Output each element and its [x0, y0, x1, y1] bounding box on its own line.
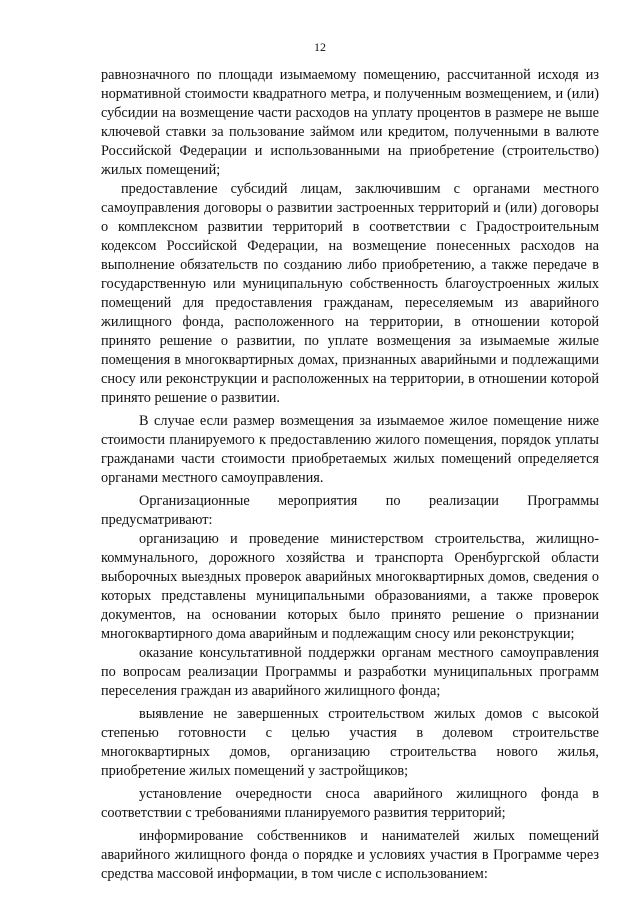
list-item-informing-owners: информирование собственников и нанимателей жилых помещений аварийного жилищного фонда о порядке и условиях участия в Программе через средства массовой информации, в том числе с использованием:	[101, 828, 599, 882]
paragraph-compensation-cost: В случае если размер возмещения за изымаемое жилое помещение ниже стоимости планируемого к предоставлению жилого помещения, порядок уплаты гражданами части стоимости приобретаемых жилых помещений определяется органами местного самоуправления.	[101, 413, 599, 486]
paragraph-continuation: равнозначного по площади изымаемому помещению, рассчитанной исходя из нормативной стоимости квадратного метра, и полученным возмещением, и (или) субсидии на возмещение части расходов на уплату процентов в размере не выше ключевой ставки за пользование займом или кредитом, полученными в валюте Российской Федерации и использованными на приобретение (строительство) жилых помещений;	[101, 67, 599, 178]
page-number: 12	[314, 40, 326, 54]
list-item-unfinished-construction: выявление не завершенных строительством жилых домов с высокой степенью готовности с целью участия в долевом строительстве многоквартирных домов, организацию строительства нового жилья, приобретение жилых помещений у застройщиков;	[101, 706, 599, 779]
paragraph-subsidies-developers: предоставление субсидий лицам, заключившим с органами местного самоуправления договоры о развитии застроенных территорий и (или) договоры о комплексном развитии территорий в соответствии с Градостроительным кодексом Российской Федерации, на возмещение понесенных расходов на выполнение обязательств по созданию либо приобретению, а также передаче в государственную или муниципальную собственность благоустроенных жилых помещений для предоставления гражданам, переселяемым из аварийного жилищного фонда, расположенного на территории, в отношении которой принято решение о развитии, по уплате возмещения за изымаемые жилые помещения в многоквартирных домах, признанных аварийными и подлежащими сносу или реконструкции и расположенных на территории, в отношении которой принято решение о развитии.	[101, 181, 599, 406]
document-body	[101, 66, 599, 884]
paragraph-organizational-measures: Организационные мероприятия по реализации Программы предусматривают:	[101, 493, 599, 528]
list-item-consulting: оказание консультативной поддержки органам местного самоуправления по вопросам реализации Программы и разработки муниципальных программ переселения граждан из аварийного жилищного фонда;	[101, 645, 599, 699]
list-item-inspections: организацию и проведение министерством строительства, жилищно-коммунального, дорожного хозяйства и транспорта Оренбургской области выборочных выездных проверок аварийных многоквартирных домов, сведения о которых представлены муниципальными образованиями, а также проверок документов, на основании которых было принято решение о признании многоквартирного дома аварийным и подлежащим сносу или реконструкции;	[101, 531, 599, 642]
list-item-demolition-order: установление очередности сноса аварийного жилищного фонда в соответствии с требованиями планируемого развития территорий;	[101, 786, 599, 821]
